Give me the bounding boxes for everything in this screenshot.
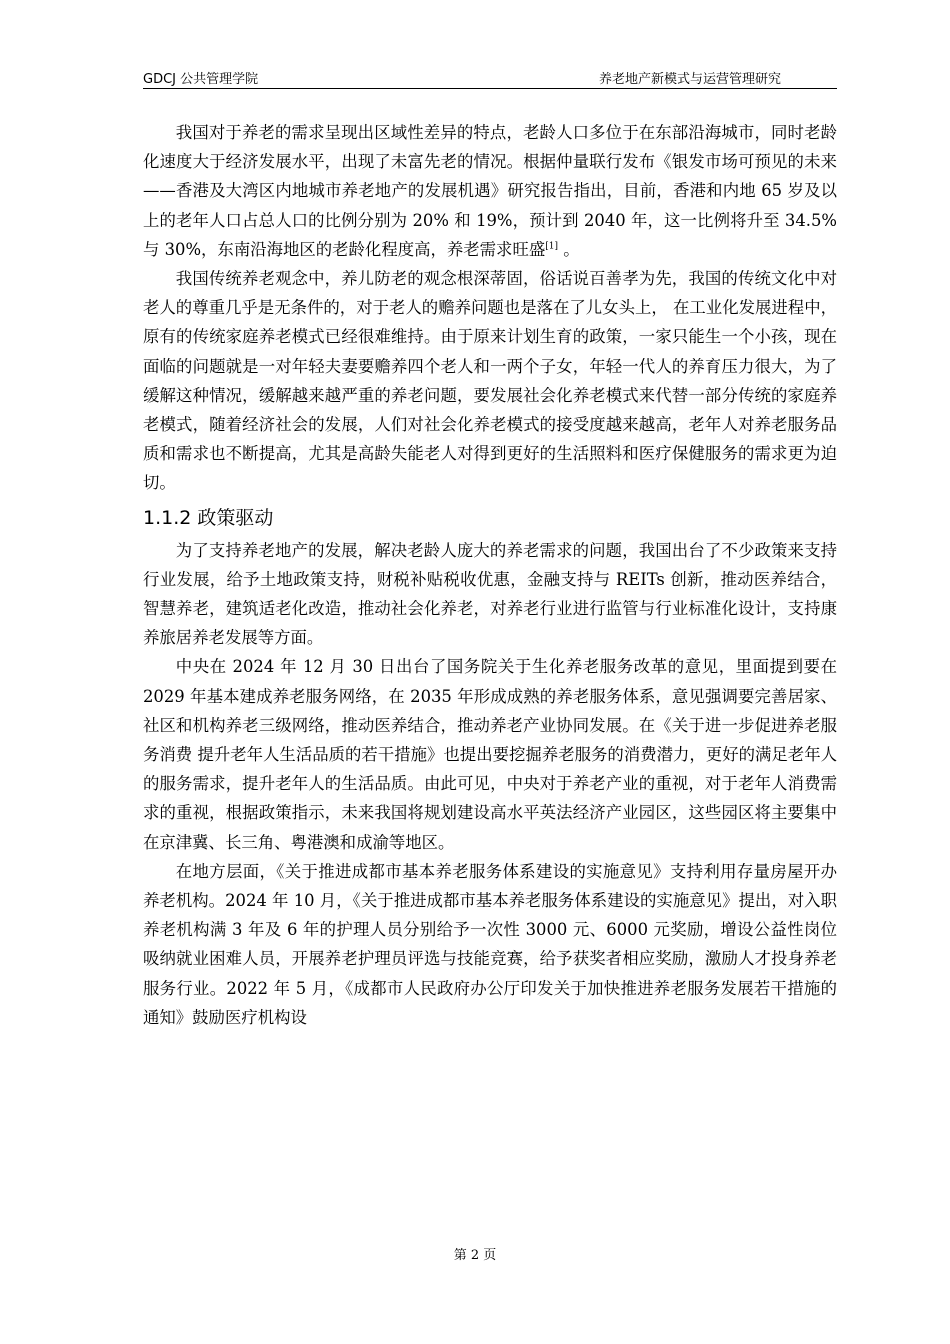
page-number: 第 2 页	[453, 1248, 497, 1263]
paragraph-1-text: 我国对于养老的需求呈现出区域性差异的特点，老龄人口多位于在东部沿海城市，同时老龄化速度大于经济发展水平，出现了未富先老的情况。根据仲量联行发布《银发市场可预见的未来——香港及大湾区内地城市养老地产的发展机遇》研究报告指出，目前，香港和内地 65 岁及以上的老年人口占总人口的比例分别为 20% 和 19%，预计到 2040 年，这一比例将升至 34.5% 与 30%，东南沿海地区的老龄化程度高，养老需求旺盛	[143, 123, 837, 259]
paragraph-2: 我国传统养老观念中，养儿防老的观念根深蒂固，俗话说百善孝为先，我国的传统文化中对老人的尊重几乎是无条件的，对于老人的赡养问题也是落在了儿女头上， 在工业化发展进程中，原有的传统家庭养老模式已经很难维持。由于原来计划生育的政策，一家只能生一个小孩，现在面临的问题就是一对年轻夫妻要赡养四个老人和一两个子女，年轻一代人的养育压力很大，为了缓解这种情况，缓解越来越严重的养老问题，要发展社会化养老模式来代替一部分传统的家庭养老模式，随着经济社会的发展，人们对社会化养老模式的接受度越来越高，老年人对养老服务品质和需求也不断提高，尤其是高龄失能老人对得到更好的生活照料和医疗保健服务的需求更为迫切。	[143, 269, 837, 493]
paragraph-1	[143, 118, 837, 264]
header-right-title: 养老地产新模式与运营管理研究	[598, 72, 781, 87]
page-header	[143, 66, 837, 89]
paragraph-1-end: 。	[557, 239, 580, 259]
citation-1: [1]	[545, 241, 558, 252]
header-left-text: GDCJ 公共管理学院	[143, 72, 259, 87]
section-heading: 1.1.2 政策驱动	[143, 506, 274, 529]
document-body	[143, 118, 837, 1032]
paragraph-4: 中央在 2024 年 12 月 30 日出台了国务院关于生化养老服务改革的意见，里面提到要在 2029 年基本建成养老服务网络，在 2035 年形成成熟的养老服务体系，意见强调要完善居家、社区和机构养老三级网络，推动医养结合，推动养老产业协同发展。在《关于进一步促进养老服务消费 提升老年人生活品质的若干措施》也提出要挖掘养老服务的消费潜力，更好的满足老年人的服务需求，提升老年人的生活品质。由此可见，中央对于养老产业的重视，对于老年人消费需求的重视，根据政策指示，未来我国将规划建设高水平英法经济产业园区，这些园区将主要集中在京津冀、长三角、粤港澳和成渝等地区。	[143, 657, 837, 852]
paragraph-3: 为了支持养老地产的发展，解决老龄人庞大的养老需求的问题，我国出台了不少政策来支持行业发展，给予土地政策支持，财税补贴税收优惠，金融支持与 REITs 创新，推动医养结合，智慧养老，建筑适老化改造，推动社会化养老，对养老行业进行监管与行业标准化设计，支持康养旅居养老发展等方面。	[143, 540, 837, 648]
paragraph-5: 在地方层面，《关于推进成都市基本养老服务体系建设的实施意见》支持利用存量房屋开办养老机构。2024 年 10 月，《关于推进成都市基本养老服务体系建设的实施意见》提出，对入职养老机构满 3 年及 6 年的护理人员分别给予一次性 3000 元、6000 元奖励，增设公益性岗位吸纳就业困难人员，开展养老护理员评选与技能竞赛，给予获奖者相应奖励，激励人才投身养老服务行业。2022 年 5 月，《成都市人民政府办公厅印发关于加快推进养老服务发展若干措施的通知》鼓励医疗机构设	[143, 861, 837, 1027]
